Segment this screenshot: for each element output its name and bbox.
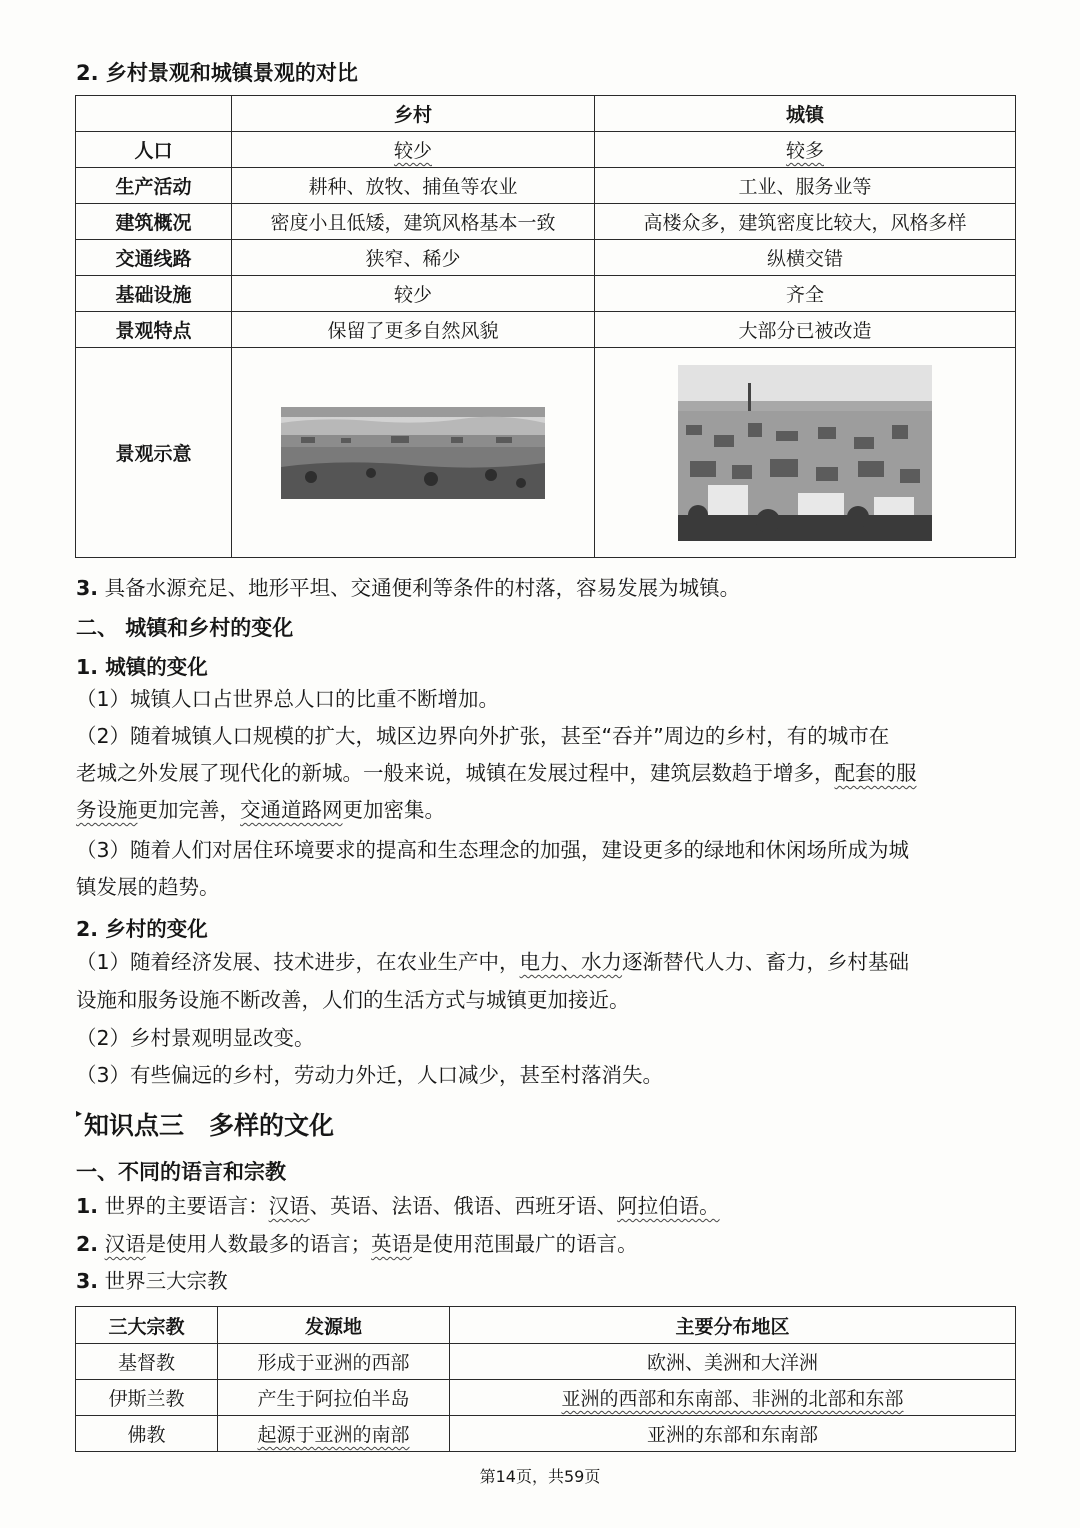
paragraph-village-2: （2）乡村景观明显改变。 — [76, 1026, 315, 1050]
triangle-marker-icon: ▸ — [76, 1106, 83, 1120]
paragraph-town-2-line2: 老城之外发展了现代化的新城。一般来说，城镇在发展过程中，建筑层数趋于增多，配套的服 — [76, 761, 917, 785]
row-label: 交通线路 — [76, 240, 232, 276]
village-cell: 密度小且低矮，建筑风格基本一致 — [232, 204, 595, 240]
paragraph-town-3-line2: 镇发展的趋势。 — [76, 875, 220, 899]
village-cell: 较少 — [232, 276, 595, 312]
religion-origin: 产生于阿拉伯半岛 — [218, 1380, 450, 1416]
village-landscape-image — [281, 407, 545, 499]
row-label: 基础设施 — [76, 276, 232, 312]
subheading-town-change: 1. 城镇的变化 — [76, 655, 208, 679]
subheading-village-change: 2. 乡村的变化 — [76, 917, 208, 941]
village-image-cell — [232, 348, 595, 558]
comparison-table — [75, 95, 1016, 558]
religion-origin: 起源于亚洲的南部 — [218, 1416, 450, 1452]
table-row — [76, 240, 1016, 276]
section-heading-comparison — [76, 57, 358, 87]
paragraph-village-1-line2: 设施和服务设施不断改善，人们的生活方式与城镇更加接近。 — [76, 988, 630, 1012]
row-label: 景观示意 — [76, 348, 232, 558]
paragraph-village-1-line1: （1）随着经济发展、技术进步，在农业生产中，电力、水力逐渐替代人力、畜力，乡村基础 — [76, 950, 910, 974]
religion-table — [75, 1306, 1016, 1452]
subheading-religions: 3. 世界三大宗教 — [76, 1269, 228, 1293]
knowledge-point-title: ▸知识点三 多样的文化 — [76, 1106, 335, 1140]
table-header-row — [76, 1307, 1016, 1344]
section-heading-language-religion: 一、不同的语言和宗教 — [76, 1160, 286, 1184]
table-header-row — [76, 96, 1016, 132]
village-cell: 保留了更多自然风貌 — [232, 312, 595, 348]
image-row — [76, 348, 1016, 558]
section-heading-changes: 二、 城镇和乡村的变化 — [76, 616, 294, 640]
paragraph-most-used: 2. 汉语是使用人数最多的语言；英语是使用范围最广的语言。 — [76, 1232, 638, 1256]
header-area: 主要分布地区 — [450, 1307, 1016, 1344]
town-image-cell — [595, 348, 1016, 558]
paragraph-languages: 1. 世界的主要语言：汉语、英语、法语、俄语、西班牙语、阿拉伯语。 — [76, 1194, 720, 1218]
religion-area: 亚洲的东部和东南部 — [450, 1416, 1016, 1452]
row-label: 生产活动 — [76, 168, 232, 204]
heading-text: 乡村景观和城镇景观的对比 — [105, 61, 358, 85]
table-row — [76, 204, 1016, 240]
header-religion: 三大宗教 — [76, 1307, 218, 1344]
town-cityscape-image — [678, 365, 932, 541]
table-row — [76, 168, 1016, 204]
village-cell: 较少 — [232, 132, 595, 168]
town-cell: 纵横交错 — [595, 240, 1016, 276]
paragraph-town-2-line3: 务设施更加完善，交通道路网更加密集。 — [76, 798, 445, 822]
town-cell: 齐全 — [595, 276, 1016, 312]
table-row — [76, 1380, 1016, 1416]
religion-area: 欧洲、美洲和大洋洲 — [450, 1344, 1016, 1380]
header-origin: 发源地 — [218, 1307, 450, 1344]
row-label: 景观特点 — [76, 312, 232, 348]
row-label: 建筑概况 — [76, 204, 232, 240]
village-cell: 耕种、放牧、捕鱼等农业 — [232, 168, 595, 204]
religion-name: 佛教 — [76, 1416, 218, 1452]
row-label: 人口 — [76, 132, 232, 168]
heading-number: 2. — [76, 61, 99, 85]
paragraph-item3: 3. 具备水源充足、地形平坦、交通便利等条件的村落，容易发展为城镇。 — [76, 576, 741, 600]
page-number-footer: 第14页，共59页 — [479, 1467, 601, 1486]
religion-area: 亚洲的西部和东南部、非洲的北部和东部 — [450, 1380, 1016, 1416]
religion-name: 基督教 — [76, 1344, 218, 1380]
table-row — [76, 276, 1016, 312]
header-town: 城镇 — [595, 96, 1016, 132]
town-cell: 较多 — [595, 132, 1016, 168]
religion-origin: 形成于亚洲的西部 — [218, 1344, 450, 1380]
town-cell: 高楼众多，建筑密度比较大，风格多样 — [595, 204, 1016, 240]
paragraph-village-3: （3）有些偏远的乡村，劳动力外迁，人口减少，甚至村落消失。 — [76, 1063, 664, 1087]
town-cell: 工业、服务业等 — [595, 168, 1016, 204]
header-village: 乡村 — [232, 96, 595, 132]
paragraph-town-3-line1: （3）随着人们对居住环境要求的提高和生态理念的加强，建设更多的绿地和休闲场所成为城 — [76, 838, 910, 862]
table-row — [76, 1344, 1016, 1380]
town-cell: 大部分已被改造 — [595, 312, 1016, 348]
paragraph-town-2-line1: （2）随着城镇人口规模的扩大，城区边界向外扩张，甚至“吞并”周边的乡村，有的城市在 — [76, 724, 890, 748]
paragraph-town-1: （1）城镇人口占世界总人口的比重不断增加。 — [76, 687, 500, 711]
religion-name: 伊斯兰教 — [76, 1380, 218, 1416]
table-row — [76, 312, 1016, 348]
header-empty — [76, 96, 232, 132]
table-row — [76, 1416, 1016, 1452]
village-cell: 狭窄、稀少 — [232, 240, 595, 276]
table-row — [76, 132, 1016, 168]
